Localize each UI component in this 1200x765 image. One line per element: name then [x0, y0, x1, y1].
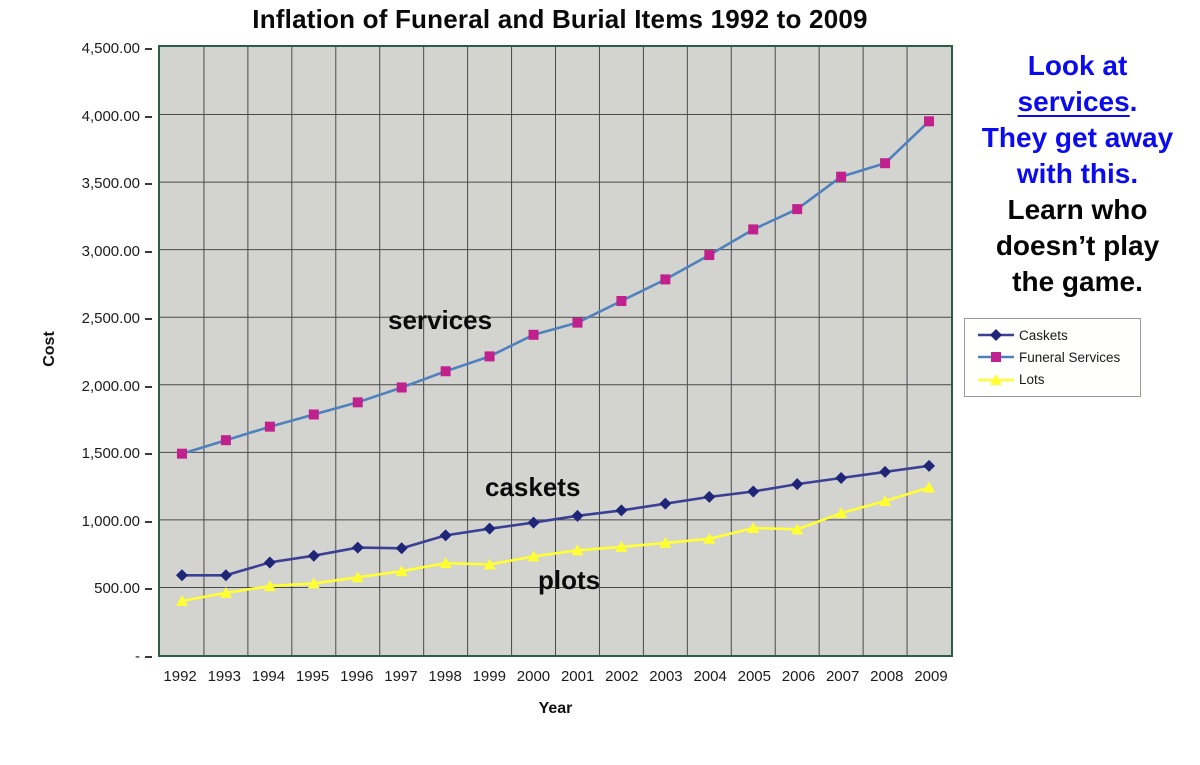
annotation-plots: plots [538, 565, 601, 595]
x-tick-label: 2002 [605, 668, 639, 685]
y-axis-ticks [0, 40, 152, 665]
x-tick-label: 2008 [870, 668, 904, 685]
y-tick-mark [145, 588, 152, 590]
x-axis-title: Year [538, 700, 573, 717]
legend-label: Funeral Services [1019, 349, 1121, 365]
y-tick-label: 1,000.00 [81, 512, 140, 530]
x-tick-label: 1999 [472, 668, 506, 685]
legend-label: Lots [1019, 372, 1045, 388]
y-tick-mark [145, 521, 152, 523]
y-tick-mark [145, 48, 152, 50]
x-tick-label: 1995 [295, 668, 330, 685]
side-note-line: Learn who [1007, 194, 1148, 225]
annotation-caskets: caskets [485, 472, 581, 502]
plot-area [158, 45, 953, 657]
x-tick-label: 2004 [693, 668, 727, 685]
side-note-line: the game. [1012, 266, 1143, 297]
y-tick-mark [145, 251, 152, 253]
y-tick-label: - [135, 648, 140, 665]
y-tick-label: 2,500.00 [81, 310, 140, 328]
y-tick-mark [145, 318, 152, 320]
side-note [955, 48, 1200, 300]
y-tick-mark [145, 453, 152, 455]
y-tick-label: 1,500.00 [81, 445, 140, 463]
side-note-line: with this. [1016, 158, 1139, 189]
side-note-line: doesn’t play [995, 230, 1160, 261]
y-axis-title: Cost [41, 331, 58, 367]
x-tick-label: 1993 [207, 668, 241, 685]
x-tick-label: 1998 [428, 668, 462, 685]
side-note-line: services. [1017, 86, 1138, 117]
y-tick-label: 3,500.00 [81, 175, 140, 193]
side-note-line: Look at [1027, 50, 1128, 81]
y-tick-mark [145, 656, 152, 658]
legend-marker-icon [976, 328, 1016, 342]
x-tick-label: 1992 [163, 668, 197, 685]
legend-item [965, 350, 1140, 365]
x-tick-label: 1996 [340, 668, 374, 685]
annotation-services: services [388, 305, 493, 335]
x-tick-label: 1997 [384, 668, 418, 685]
side-note-underlined-word: services [1017, 86, 1130, 117]
side-note-line: They get away [981, 122, 1174, 153]
x-tick-label: 1994 [251, 668, 286, 685]
y-tick-label: 500.00 [94, 580, 140, 598]
legend-marker-icon [976, 350, 1016, 364]
legend-item [965, 372, 1140, 387]
y-tick-label: 4,000.00 [81, 107, 140, 125]
legend [964, 318, 1141, 397]
x-tick-label: 2009 [914, 668, 948, 685]
x-tick-label: 2007 [825, 668, 860, 685]
legend-label: Caskets [1019, 327, 1068, 343]
y-tick-mark [145, 386, 152, 388]
x-tick-label: 2000 [516, 668, 551, 685]
chart-title: Inflation of Funeral and Burial Items 1992 to 2009 [252, 4, 868, 34]
x-axis-ticks [158, 668, 953, 685]
y-tick-label: 4,500.00 [81, 40, 140, 57]
y-tick-mark [145, 183, 152, 185]
chart-svg [160, 47, 951, 655]
y-tick-label: 2,000.00 [81, 377, 140, 395]
legend-item [965, 328, 1140, 343]
y-tick-mark [145, 116, 152, 118]
legend-marker-icon [976, 373, 1016, 387]
x-tick-label: 2001 [560, 668, 595, 685]
x-tick-label: 2003 [649, 668, 683, 685]
x-tick-label: 2005 [737, 668, 771, 685]
y-tick-label: 3,000.00 [81, 242, 140, 260]
x-tick-label: 2006 [781, 668, 816, 685]
